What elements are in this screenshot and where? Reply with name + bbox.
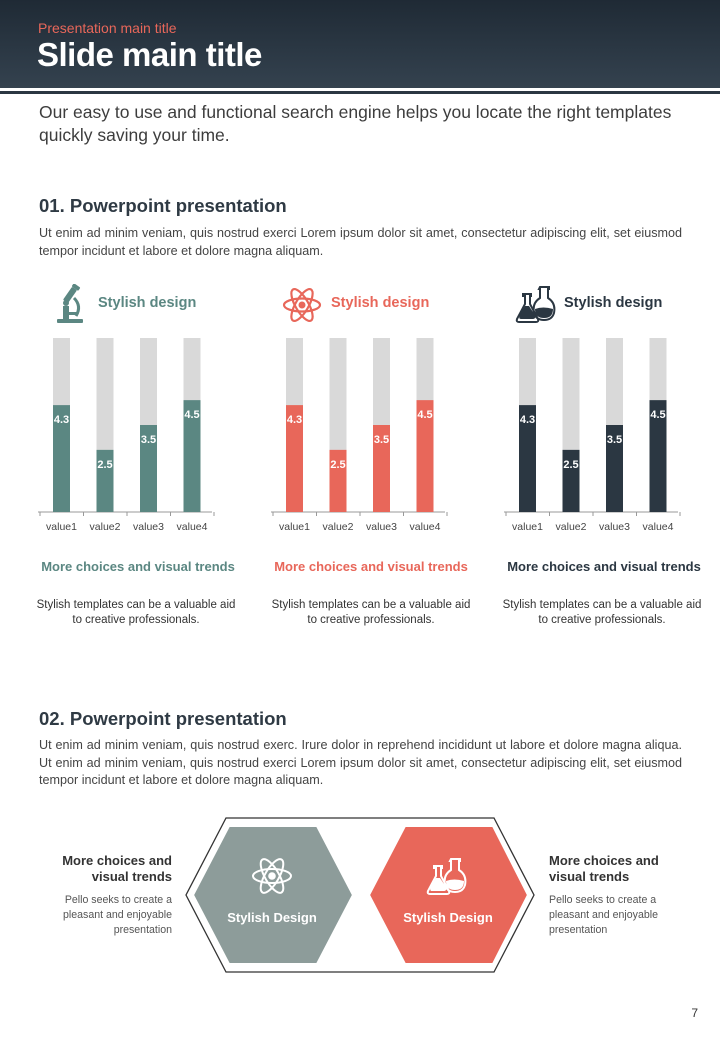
category-label: value1: [279, 521, 310, 533]
category-label: value2: [89, 521, 121, 533]
chart-group-1: [38, 282, 238, 652]
flasks-icon: [515, 284, 557, 324]
data-label: 4.5: [650, 409, 666, 422]
category-label: value4: [409, 521, 441, 533]
hexagon-left-label: Stylish Design: [227, 910, 317, 925]
category-label: value3: [599, 521, 630, 533]
chart-group-2: [271, 282, 471, 652]
header-divider: [0, 91, 720, 94]
page-number: 7: [691, 1006, 698, 1020]
category-label: value3: [366, 521, 397, 533]
category-label: value4: [176, 521, 208, 533]
category-label: value3: [133, 521, 164, 533]
left-info-heading: More choices and visual trends: [62, 853, 172, 884]
data-label: 3.5: [373, 434, 390, 446]
bar-chart-3: [504, 334, 688, 534]
section1-text: Ut enim ad minim veniam, quis nostrud exerci Lorem ipsum dolor sit amet, consectetur adipiscing elit, set eiusmod tempor incidunt et labore et dolore magna aliquam.: [39, 226, 682, 258]
category-label: value2: [322, 521, 354, 533]
section1-title: 01. Powerpoint presentation: [39, 195, 287, 216]
chart-group-heading: More choices and visual trends: [274, 559, 468, 574]
section2-text: Ut enim ad minim veniam, quis nostrud exerc. Irure dolor in reprehend incididunt ut labore et dolore magna aliqua. Ut enim ad minim veniam, quis nostrud exerci Lorem ipsum dolor sit amet, consectetur adipiscing elit, set eiusmod tempor incidunt et labore et dolore magna aliquam.: [39, 738, 682, 787]
data-label: 3.5: [606, 434, 623, 446]
data-label: 4.3: [519, 414, 536, 427]
data-label: 4.3: [53, 414, 70, 427]
hexagon-diagram: [184, 816, 536, 974]
data-label: 2.5: [330, 458, 346, 471]
section2-title: 02. Powerpoint presentation: [39, 708, 287, 729]
bar-chart-1: [38, 334, 222, 534]
left-info-description: Pello seeks to create a pleasant and enjoyable presentation: [63, 894, 172, 936]
left-info-block: [37, 853, 172, 938]
category-label: value4: [642, 521, 674, 533]
right-info-heading: More choices and visual trends: [549, 853, 659, 884]
data-label: 2.5: [97, 458, 113, 471]
chart-group-heading: More choices and visual trends: [507, 559, 701, 574]
chart-group-title: Stylish design: [98, 295, 197, 311]
intro-text: Our easy to use and functional search engine helps you locate the right templates quickly saving your time.: [39, 102, 672, 145]
data-label: 4.5: [184, 409, 200, 422]
chart-group-description: Stylish templates can be a valuable aid to creative professionals.: [271, 599, 471, 626]
chart-group-heading: More choices and visual trends: [41, 559, 235, 574]
category-label: value1: [512, 521, 543, 533]
data-label: 4.3: [286, 414, 303, 427]
data-label: 3.5: [140, 434, 157, 446]
data-label: 2.5: [563, 458, 579, 471]
right-info-block: [549, 853, 684, 938]
atom-icon: [282, 284, 322, 324]
category-label: value2: [555, 521, 587, 533]
chart-group-title: Stylish design: [564, 295, 663, 311]
presentation-subtitle: Presentation main title: [38, 20, 177, 36]
slide-header: [0, 0, 720, 88]
chart-group-title: Stylish design: [331, 295, 430, 311]
chart-group-description: Stylish templates can be a valuable aid to creative professionals.: [502, 599, 702, 626]
hexagon-right-label: Stylish Design: [403, 910, 493, 925]
microscope-icon: [52, 284, 86, 324]
data-label: 4.5: [417, 409, 433, 422]
chart-group-description: Stylish templates can be a valuable aid to creative professionals.: [36, 599, 236, 626]
right-info-description: Pello seeks to create a pleasant and enjoyable presentation: [549, 894, 658, 936]
slide-title: Slide main title: [37, 36, 262, 73]
chart-group-3: [504, 282, 704, 652]
category-label: value1: [46, 521, 77, 533]
bar-chart-2: [271, 334, 455, 534]
